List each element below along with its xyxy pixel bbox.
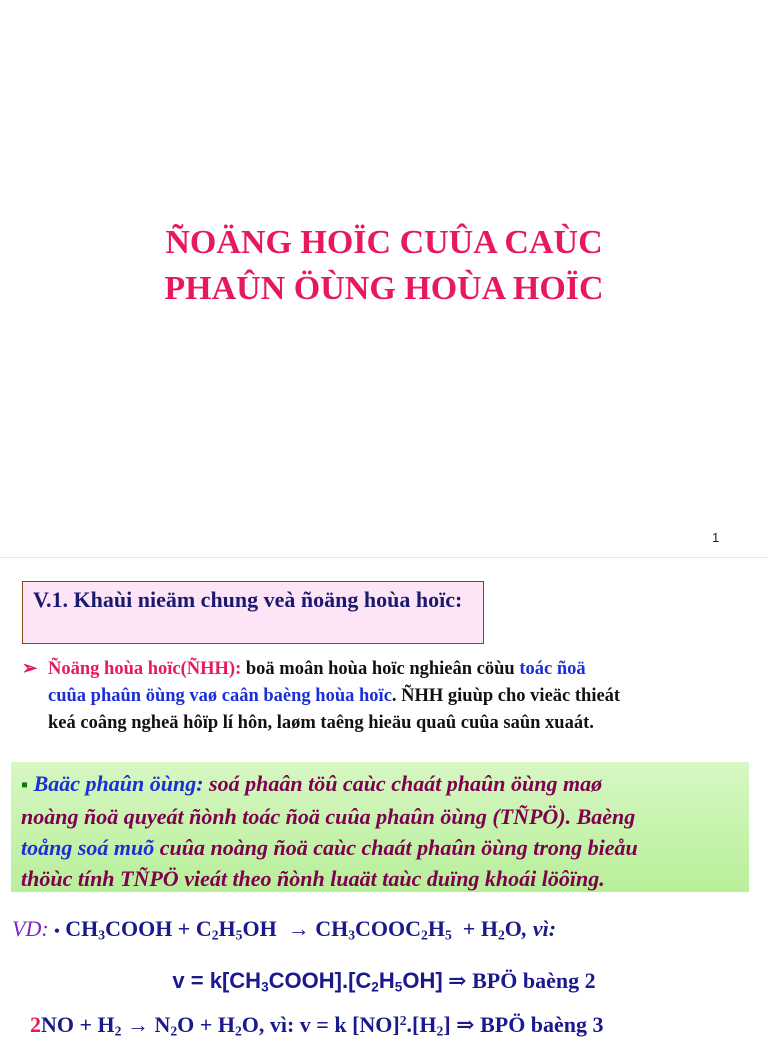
definition-line-2 <box>22 683 762 710</box>
reaction-order-total-exponent: toång soá muõ <box>21 835 155 860</box>
slide-divider <box>0 557 768 558</box>
definition-term: Ñoäng hoùa hoïc(ÑHH): <box>48 659 242 679</box>
rate-law-equation: $v = k[CH_3COOH].[C_2H_5OH]$ ⇒ BPÖ baèng 2 <box>172 968 596 995</box>
definition-line-3: keá coâng ngheä hôïp lí hôn, laøm taêng hieäu quaû cuûa saûn xuaát. <box>48 713 594 733</box>
square-bullet-icon: ▪ <box>21 774 29 796</box>
reaction-order-line-3 <box>21 832 739 863</box>
reaction-order-term: Baäc phaûn öùng: <box>33 771 204 796</box>
slide-title-line-1: ÑOÄNG HOÏC CUÛA CAÙC <box>165 224 603 261</box>
reaction-equation: $CH_3COOH + C_2H_5OH$ → $CH_3COOC_2H_5 + H_2O$ <box>65 916 522 943</box>
example-equation <box>12 914 762 947</box>
reaction-order-line-1-rest: soá phaân töû caùc chaát phaûn öùng maø <box>203 771 603 796</box>
second-example-order: BPÖ baèng 3 <box>480 1012 604 1037</box>
example-because: , vì: <box>521 916 557 941</box>
page-number: 1 <box>712 530 720 545</box>
reaction-order-line-1 <box>21 768 739 801</box>
rate-law-expression: $v = k[CH_3COOH].[C_2H_5OH]$ <box>172 968 443 995</box>
reaction-order-line-3-rest: cuûa noàng ñoä caùc chaát phaûn öùng trong bieåu <box>154 835 638 860</box>
slide-title-line-2: PHAÛN ÖÙNG HOÙA HOÏC <box>164 270 604 307</box>
definition-highlight-equilibrium: cuûa phaûn öùng vaø caân baèng hoùa hoïc <box>48 686 392 706</box>
definition-paragraph <box>22 656 762 737</box>
reaction-order-line-2: noàng ñoä quyeát ñònh toác ñoä cuûa phaûn öùng (TÑPÖ). Baèng <box>21 804 636 829</box>
second-example-equation: $2NO + H_2 \to N_2O + H_2O$, vì: v = k $[NO]^2.[H_2]$ ⇒ BPÖ baèng 3 <box>30 1012 604 1039</box>
definition-text-1: boä moân hoùa hoïc nghieân cöùu <box>241 659 520 679</box>
section-heading: V.1. Khaùi nieäm chung veà ñoäng hoùa hoïc: <box>33 587 463 612</box>
example-label: VD: <box>12 916 49 941</box>
reaction-order-line-4: thöùc tính TÑPÖ vieát theo ñònh luaät taùc duïng khoái löôïng. <box>21 866 605 891</box>
arrow-bullet-icon: ➢ <box>22 659 38 679</box>
section-heading-box <box>22 581 484 644</box>
definition-line-2-rest: . ÑHH giuùp cho vieäc thieát <box>391 686 621 706</box>
rate-order-result: BPÖ baèng 2 <box>472 968 596 993</box>
reaction-order-box <box>11 762 749 892</box>
definition-highlight-speed: toác ñoä <box>519 659 586 679</box>
dot-bullet-icon: • <box>54 923 60 940</box>
